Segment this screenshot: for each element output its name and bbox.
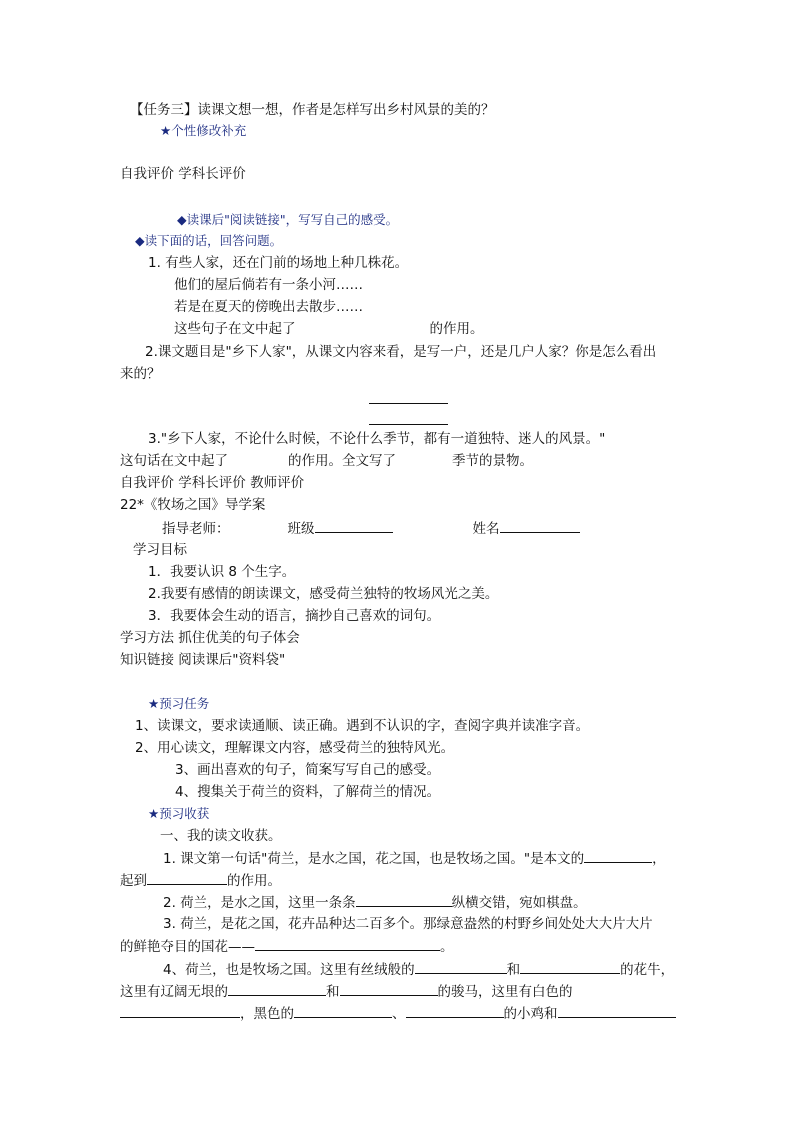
g4-black: ，黑色的 xyxy=(240,1006,294,1022)
gain-2 xyxy=(163,893,587,912)
g3-text: 的鲜艳夺目的国花—— xyxy=(120,939,255,955)
preview-task-1: 1、读课文，要求读通顺、读正确。遇到不认识的字，查阅字典并读准字音。 xyxy=(135,718,590,734)
answer-line-1[interactable] xyxy=(369,403,448,404)
answer-line-2[interactable] xyxy=(369,424,448,425)
g1-blank-2[interactable] xyxy=(147,871,227,885)
gain-4-line3 xyxy=(120,1004,676,1023)
question1-line3: 若是在夏天的傍晚出去散步…… xyxy=(174,299,363,315)
name-blank[interactable] xyxy=(500,519,580,533)
read-answer-instruction: ◆读下面的话，回答问题。 xyxy=(135,233,283,248)
personal-note-label: ★个性修改补充 xyxy=(160,123,247,138)
question1-line1: 1. 有些人家，还在门前的场地上种几株花。 xyxy=(148,255,409,271)
learning-method: 学习方法 抓住优美的句子体会 xyxy=(120,630,300,646)
gain-4-line2 xyxy=(120,982,573,1001)
g4-blank-8[interactable] xyxy=(558,1004,676,1018)
goal-1: 1．我要认识 8 个生字。 xyxy=(148,564,296,580)
question2-line2: 来的？ xyxy=(120,366,161,382)
g4-blank-4[interactable] xyxy=(340,982,438,996)
gain-4-line1 xyxy=(163,960,674,979)
knowledge-link: 知识链接 阅读课后"资料袋" xyxy=(120,652,286,668)
task3-question: 【任务三】读课文想一想，作者是怎样写出乡村风景的美的？ xyxy=(130,102,495,118)
preview-task-4: 4、搜集关于荷兰的资料，了解荷兰的情况。 xyxy=(175,784,441,800)
g1-text: 1. 课文第一句话"荷兰，是水之国，花之国，也是牧场之国。"是本文的 xyxy=(163,851,585,867)
goal-3: 3．我要体会生动的语言，摘抄自己喜欢的词句。 xyxy=(148,608,441,624)
preview-gain-title: ★预习收获 xyxy=(148,806,210,821)
gain-1-line1 xyxy=(163,849,666,868)
question1-line2: 他们的屋后倘若有一条小河…… xyxy=(174,277,363,293)
gain-heading: 一、我的读文收获。 xyxy=(160,828,282,844)
g1-blank-1[interactable] xyxy=(584,849,652,863)
g1-start: 起到 xyxy=(120,873,147,889)
g4-blank-1[interactable] xyxy=(415,960,507,974)
g1-comma: ， xyxy=(652,851,666,867)
question2-line1: 2.课文题目是"乡下人家"，从课文内容来看，是写一户，还是几户人家？你是怎么看出 xyxy=(145,344,657,360)
q3-part-a: 这句话在文中起了 xyxy=(120,453,228,469)
question1-line4 xyxy=(174,320,484,338)
preview-task-3: 3、画出喜欢的句子，简案写写自己的感受。 xyxy=(175,762,441,778)
name-label: 姓名 xyxy=(472,521,500,537)
g4-text-d: 的骏马，这里有白色的 xyxy=(437,984,573,1000)
class-label: 班级 xyxy=(287,521,315,537)
q3-part-c: 季节的景物。 xyxy=(452,453,533,469)
teacher-label: 指导老师： xyxy=(162,521,230,537)
question3-line2 xyxy=(120,452,533,470)
g4-comma: 、 xyxy=(392,1006,406,1022)
preview-task-title: ★预习任务 xyxy=(148,696,210,711)
q1-prefix: 这些句子在文中起了 xyxy=(174,321,296,337)
g3-end: 。 xyxy=(440,939,454,955)
reading-link-text: ◆读课后"阅读链接"，写写自己的感受。 xyxy=(177,212,399,227)
g4-text-b: 的花牛， xyxy=(620,962,675,978)
class-blank[interactable] xyxy=(315,519,393,533)
g4-blank-5[interactable] xyxy=(120,1004,240,1018)
gain-3-line2 xyxy=(120,937,454,956)
g2-text: 2. 荷兰，是水之国，这里一条条 xyxy=(163,895,356,911)
reading-link-instruction xyxy=(177,211,398,229)
g4-blank-2[interactable] xyxy=(520,960,620,974)
g1-end: 的作用。 xyxy=(227,873,281,889)
g4-blank-3[interactable] xyxy=(228,982,326,996)
lesson-title: 22*《牧场之国》导学案 xyxy=(120,497,266,513)
g2-blank[interactable] xyxy=(356,893,452,907)
gain-1-line2 xyxy=(120,871,281,890)
evaluation-line-2: 自我评价 学科长评价 教师评价 xyxy=(120,475,305,491)
g4-blank-7[interactable] xyxy=(406,1004,504,1018)
goal-2: 2.我要有感情的朗读课文，感受荷兰独特的牧场风光之美。 xyxy=(148,586,499,602)
question3-line1: 3."乡下人家，不论什么时候，不论什么季节，都有一道独特、迷人的风景。" xyxy=(148,431,606,447)
goals-title: 学习目标 xyxy=(133,542,187,558)
preview-task-2: 2、用心读文，理解课文内容，感受荷兰的独特风光。 xyxy=(135,740,455,756)
evaluation-line-1: 自我评价 学科长评价 xyxy=(120,166,246,182)
header-fields xyxy=(162,519,580,538)
g3-blank[interactable] xyxy=(255,937,440,951)
g2-end: 纵横交错，宛如棋盘。 xyxy=(451,895,587,911)
g4-and-1: 和 xyxy=(506,962,521,978)
g4-text-a: 4、荷兰，也是牧场之国。这里有丝绒般的 xyxy=(163,962,415,978)
gain-3-line1: 3. 荷兰，是花之国，花卉品种达二百多个。那绿意盎然的村野乡间处处大大片大片 xyxy=(163,916,653,932)
g4-and-2: 和 xyxy=(326,984,340,1000)
g4-chicks: 的小鸡和 xyxy=(503,1006,558,1022)
q3-part-b: 的作用。全文写了 xyxy=(288,453,396,469)
g4-text-c: 这里有辽阔无垠的 xyxy=(120,984,228,1000)
g4-blank-6[interactable] xyxy=(294,1004,392,1018)
q1-suffix: 的作用。 xyxy=(429,321,484,337)
